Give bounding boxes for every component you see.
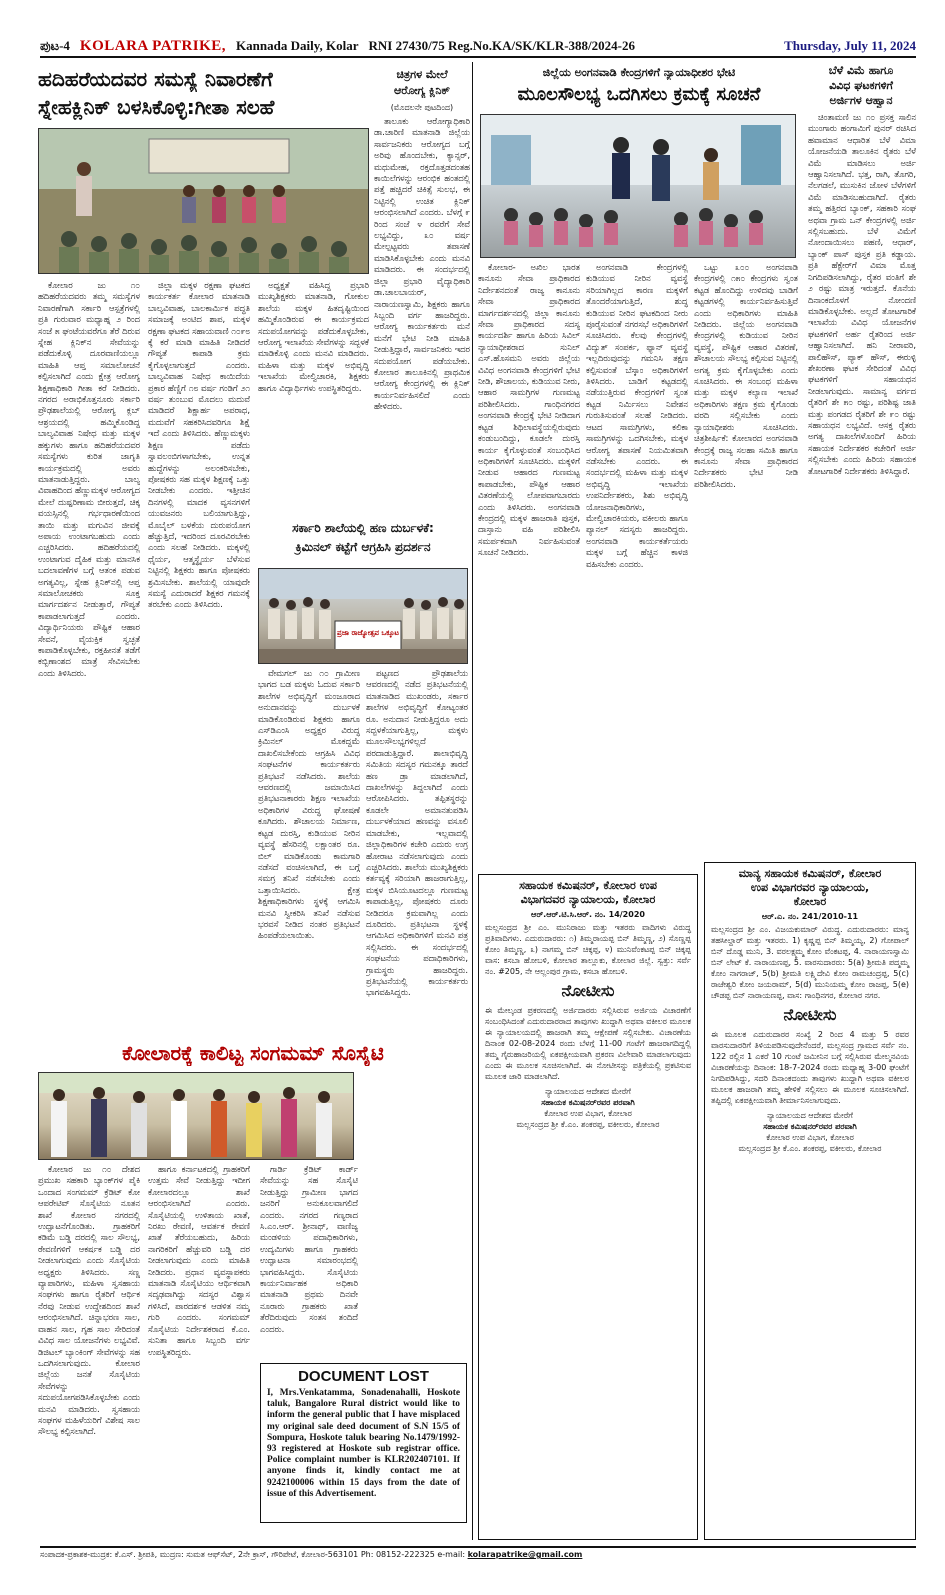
- court-notice-2-signature-1: ನ್ಯಾಯಾಲಯದ ಆದೇಶದ ಮೇರೆಗೆ: [767, 1111, 853, 1120]
- story6-photo: [38, 1072, 354, 1160]
- story6-column-2: [148, 1164, 250, 1542]
- page-number: ಪುಟ-4: [40, 38, 70, 53]
- court-notice-1-title-1: ಸಹಾಯಕ ಕಮಿಷನರ್, ಕೋಲಾರ ಉಪ: [519, 879, 657, 892]
- story6-column-1-text: ಕೋಲಾರ ಜು ೧೦ ದೇಶದ ಪ್ರಮುಖ ಸಹಕಾರಿ ಬ್ಯಾಂಕ್‌ಗಳ ಪೈಕಿ ಒಂದಾದ ಸಂಗಮಮ್ ಕ್ರೆಡಿಟ್ ಕೋ ಆಪರೇಟಿವ್ ಸೊಸೈಟಿಯ ನೂತನ ಶಾಖೆ ಕೋಲಾರ ನಗರದಲ್ಲಿ ಉದ್ಘಾಟನೆಗೊಂಡಿತು. ಗ್ರಾಹಕರಿಗೆ ಕಡಿಮೆ ಬಡ್ಡಿ ದರದಲ್ಲಿ ಸಾಲ ಸೌಲಭ್ಯ, ಠೇವಣಿಗಳಿಗೆ ಆಕರ್ಷಕ ಬಡ್ಡಿ ದರ ನೀಡಲಾಗುವುದು ಎಂದು ಸೊಸೈಟಿಯ ಅಧ್ಯಕ್ಷರು ತಿಳಿಸಿದರು. ಸಣ್ಣ ವ್ಯಾಪಾರಿಗಳು, ಮಹಿಳಾ ಸ್ವಸಹಾಯ ಸಂಘಗಳು ಹಾಗೂ ರೈತರಿಗೆ ಆರ್ಥಿಕ ನೆರವು ನೀಡುವ ಉದ್ದೇಶದಿಂದ ಶಾಖೆ ಆರಂಭಿಸಲಾಗಿದೆ. ಚಿನ್ನಾಭರಣ ಸಾಲ, ವಾಹನ ಸಾಲ, ಗೃಹ ಸಾಲ ಸೇರಿದಂತೆ ವಿವಿಧ ಸಾಲ ಯೋಜನೆಗಳು ಲಭ್ಯವಿವೆ. ಡಿಜಿಟಲ್ ಬ್ಯಾಂಕಿಂಗ್ ಸೇವೆಗಳನ್ನು ಸಹ ಒದಗಿಸಲಾಗುವುದು. ಕೋಲಾರ ಜಿಲ್ಲೆಯ ಜನತೆ ಸೊಸೈಟಿಯ ಸೇವೆಗಳನ್ನು ಸದುಪಯೋಗಪಡಿಸಿಕೊಳ್ಳಬೇಕು ಎಂದು ಮನವಿ ಮಾಡಿದರು. ಸ್ವಸಹಾಯ ಸಂಘಗಳ ಮಹಿಳೆಯರಿಗೆ ವಿಶೇಷ ಸಾಲ ಸೌಲಭ್ಯ ಕಲ್ಪಿಸಲಾಗಿದೆ.: [38, 1164, 140, 1437]
- story1-column-1: [38, 280, 140, 1040]
- footer: [40, 1546, 916, 1562]
- court-notice-1-notice-heading: ನೋಟೀಸು: [561, 981, 615, 1000]
- story6-column-3-text: ಗಾರ್ಡಿ ಕ್ರೆಡಿಟ್ ಕಾರ್ಡ್ ಸೇವೆಯನ್ನು ಸಹ ಸೊಸೈಟಿ ನೀಡುತ್ತಿದ್ದು ಗ್ರಾಮೀಣ ಭಾಗದ ಜನರಿಗೆ ಅನುಕೂಲವಾಗಲಿದೆ ಎಂದರು. ನಗರದ ಗಣ್ಯರಾದ ಸಿ.ಎಂ.ಆರ್. ಶ್ರೀನಾಥ್, ವಾಣಿಜ್ಯ ಮಂಡಳಿಯ ಪದಾಧಿಕಾರಿಗಳು, ಉದ್ಯಮಿಗಳು ಹಾಗೂ ಗ್ರಾಹಕರು ಉದ್ಘಾಟನಾ ಸಮಾರಂಭದಲ್ಲಿ ಭಾಗವಹಿಸಿದ್ದರು. ಸೊಸೈಟಿಯ ಕಾರ್ಯನಿರ್ವಾಹಕ ಅಧಿಕಾರಿ ಮಾತನಾಡಿ ಪ್ರಥಮ ದಿನವೇ ನೂರಾರು ಗ್ರಾಹಕರು ಖಾತೆ ತೆರೆದಿರುವುದು ಸಂತಸ ತಂದಿದೆ ಎಂದರು.: [260, 1164, 358, 1334]
- court-notice-2-notice-heading: ನೋಟೀಸು: [783, 1005, 837, 1024]
- story1-column-3: [258, 280, 369, 516]
- court-notice-2-signature-4: ಮಲ್ಲಸಂದ್ರದ ಶ್ರೀ ಕೆ.ಎಂ. ಶಂಕರಪ್ಪ, ವಕೀಲರು, ಕೋಲಾರ: [738, 1144, 882, 1153]
- story2-column-2: [366, 668, 468, 1040]
- story4-column-3: [694, 262, 798, 856]
- court-notice-2-title-3: ಕೋಲಾರ: [793, 895, 827, 908]
- registration-number: RNI 27430/75 Reg.No.KA/SK/KLR-388/2024-26: [368, 38, 635, 53]
- story1-column-2: [148, 280, 250, 1040]
- story3-byline: [374, 102, 470, 114]
- story2-photo-illustration: [259, 569, 468, 664]
- court-notice-2-body: ಈ ಮೂಲಕ ಎದುರುದಾರರ ಸಂಖ್ಯೆ 2 ರಿಂದ 4 ಮತ್ತು 5 ರವರ ವಾರಸುದಾರರಿಗೆ ತಿಳಿಯಪಡಿಸುವುದೇನೆಂದರೆ, ಮಲ್ಲಸಂದ್ರ ಗ್ರಾಮದ ಸರ್ವೆ ನಂ. 122 ರಲ್ಲಿನ 1 ಎಕರೆ 10 ಗುಂಟೆ ಜಮೀನಿನ ಬಗ್ಗೆ ಸಲ್ಲಿಸಿರುವ ಮೇಲ್ಮನವಿಯ ವಿಚಾರಣೆಯನ್ನು ದಿನಾಂಕ: 18-7-2024 ರಂದು ಮಧ್ಯಾಹ್ನ 3-00 ಘಂಟೆಗೆ ನಿಗದಿಪಡಿಸಿದ್ದು, ಸದರಿ ದಿನಾಂಕದಂದು ತಾವುಗಳು ಖುದ್ದಾಗಿ ಅಥವಾ ವಕೀಲರ ಮೂಲಕ ಹಾಜರಾಗಿ ತಮ್ಮ ಹೇಳಿಕೆ ಸಲ್ಲಿಸಲು ಈ ಮೂಲಕ ಸೂಚಿಸಲಾಗಿದೆ. ತಪ್ಪಿದಲ್ಲಿ ಏಕಪಕ್ಷೀಯವಾಗಿ ತೀರ್ಮಾನಿಸಲಾಗುವುದು.: [711, 1030, 909, 1105]
- story2-column-1-text: ವೇಮಗಲ್ ಜು ೧೦ ಗ್ರಾಮೀಣ ಭಾಗದ ಬಡ ಮಕ್ಕಳು ಓದುವ ಸರ್ಕಾರಿ ಶಾಲೆಗಳ ಅಭಿವೃದ್ಧಿಗೆ ಮಂಜೂರಾದ ಅನುದಾನವನ್ನು ದುರ್ಬಳಕೆ ಮಾಡಿಕೊಂಡಿರುವ ಶಿಕ್ಷಕರು ಹಾಗೂ ಎಸ್‌ಡಿಎಂಸಿ ಅಧ್ಯಕ್ಷರ ವಿರುದ್ಧ ಕ್ರಿಮಿನಲ್ ಮೊಕದ್ದಮೆ ದಾಖಲಿಸಬೇಕೆಂದು ಆಗ್ರಹಿಸಿ ವಿವಿಧ ಸಂಘಟನೆಗಳ ಕಾರ್ಯಕರ್ತರು ಪ್ರತಿಭಟನೆ ನಡೆಸಿದರು. ಶಾಲೆಯ ಆವರಣದಲ್ಲಿ ಜಮಾಯಿಸಿದ ಪ್ರತಿಭಟನಾಕಾರರು ಶಿಕ್ಷಣ ಇಲಾಖೆಯ ಅಧಿಕಾರಿಗಳ ವಿರುದ್ಧ ಘೋಷಣೆ ಕೂಗಿದರು. ಶೌಚಾಲಯ ನಿರ್ಮಾಣ, ಕಟ್ಟಡ ದುರಸ್ತಿ, ಕುಡಿಯುವ ನೀರಿನ ವ್ಯವಸ್ಥೆ ಹೆಸರಿನಲ್ಲಿ ಲಕ್ಷಾಂತರ ರೂ. ಬಿಲ್ ಮಾಡಿಕೊಂಡು ಕಾಮಗಾರಿ ನಡೆಸದೆ ವಂಚಿಸಲಾಗಿದೆ, ಈ ಬಗ್ಗೆ ಸಮಗ್ರ ತನಿಖೆ ನಡೆಸಬೇಕು ಎಂದು ಒತ್ತಾಯಿಸಿದರು. ಕ್ಷೇತ್ರ ಶಿಕ್ಷಣಾಧಿಕಾರಿಗಳು ಸ್ಥಳಕ್ಕೆ ಆಗಮಿಸಿ ಮನವಿ ಸ್ವೀಕರಿಸಿ ತನಿಖೆ ನಡೆಸುವ ಭರವಸೆ ನೀಡಿದ ನಂತರ ಪ್ರತಿಭಟನೆ ಹಿಂಪಡೆಯಲಾಯಿತು.: [258, 668, 360, 941]
- story6-column-2-text: ಹಾಗೂ ಕರ್ನಾಟಕದಲ್ಲಿ ಗ್ರಾಹಕರಿಗೆ ಉತ್ತಮ ಸೇವೆ ನೀಡುತ್ತಿದ್ದು ಇದೀಗ ಕೋಲಾರದಲ್ಲೂ ಶಾಖೆ ಆರಂಭಿಸಲಾಗಿದೆ ಎಂದರು. ಸೊಸೈಟಿಯಲ್ಲಿ ಉಳಿತಾಯ ಖಾತೆ, ನಿರಖು ಠೇವಣಿ, ಆವರ್ತಕ ಠೇವಣಿ ಖಾತೆ ತೆರೆಯಬಹುದು, ಹಿರಿಯ ನಾಗರಿಕರಿಗೆ ಹೆಚ್ಚುವರಿ ಬಡ್ಡಿ ದರ ನೀಡಲಾಗುವುದು ಎಂದು ಮಾಹಿತಿ ನೀಡಿದರು. ಪ್ರಧಾನ ವ್ಯವಸ್ಥಾಪಕರು ಮಾತನಾಡಿ ಸೊಸೈಟಿಯು ಆರ್ಥಿಕವಾಗಿ ಸದೃಢವಾಗಿದ್ದು ಸದಸ್ಯರ ವಿಶ್ವಾಸ ಗಳಿಸಿದೆ, ಪಾರದರ್ಶಕ ಆಡಳಿತ ನಮ್ಮ ಗುರಿ ಎಂದರು. ಸಂಗಮಮ್ ಸೊಸೈಟಿಯ ನಿರ್ದೇಶಕರಾದ ಕೆ.ಎಂ. ಸುನಿತಾ ಹಾಗೂ ಸಿಬ್ಬಂದಿ ವರ್ಗ ಉಪಸ್ಥಿತರಿದ್ದರು.: [148, 1164, 250, 1357]
- court-notice-1-signature-1: ನ್ಯಾಯಾಲಯದ ಆದೇಶದ ಮೇರೆಗೆ: [545, 1087, 631, 1096]
- newspaper-subtitle: Kannada Daily, Kolar: [236, 38, 359, 53]
- court-notice-2-case-number: ಆರ್.ಎ. ನಂ. 241/2010-11: [761, 912, 859, 921]
- story6-column-1: [38, 1164, 140, 1542]
- story4-headline: ಮೂಲಸೌಲಭ್ಯ ಒದಗಿಸಲು ಕ್ರಮಕ್ಕೆ ಸೂಚನೆ: [517, 84, 761, 105]
- story1-column-3-text: ಅಧ್ಯಕ್ಷತೆ ವಹಿಸಿದ್ದ ಪ್ರಭಾರಿ ಮುಖ್ಯಶಿಕ್ಷಕರು ಮಾತನಾಡಿ, ಗೋಕುಲ ಶಾಲೆಯ ಮಕ್ಕಳ ಹಿತದೃಷ್ಟಿಯಿಂದ ಹಮ್ಮಿಕೊಂಡಿರುವ ಈ ಕಾರ್ಯಕ್ರಮದ ಸದುಪಯೋಗವನ್ನು ಪಡೆದುಕೊಳ್ಳಬೇಕು, ಆರೋಗ್ಯ ಇಲಾಖೆಯ ಸೇವೆಗಳನ್ನು ಸದ್ಬಳಕೆ ಮಾಡಿಕೊಳ್ಳಿ ಎಂದು ಮನವಿ ಮಾಡಿದರು. ಮಹಿಳಾ ಮತ್ತು ಮಕ್ಕಳ ಅಭಿವೃದ್ಧಿ ಇಲಾಖೆಯ ಮೇಲ್ವಿಚಾರಕಿ, ಶಿಕ್ಷಕರು ಹಾಗೂ ವಿದ್ಯಾರ್ಥಿಗಳು ಉಪಸ್ಥಿತರಿದ್ದರು.: [258, 280, 369, 393]
- court-notice-2-title-1: ಮಾನ್ಯ ಸಹಾಯಕ ಕಮಿಷನರ್, ಕೋಲಾರ: [738, 867, 882, 880]
- story4-kicker: ಜಿಲ್ಲೆಯ ಅಂಗನವಾಡಿ ಕೇಂದ್ರಗಳಿಗೆ ನ್ಯಾಯಾಧೀಶರ ಭೇಟಿ: [542, 66, 736, 79]
- issue-date: Thursday, July 11, 2024: [784, 38, 916, 53]
- story6-column-3: [260, 1164, 358, 1360]
- story4-column-1: [478, 262, 580, 870]
- story5-headline-1: ಬೆಳೆ ವಿಮೆ ಹಾಗೂ: [828, 64, 894, 77]
- story3-headline-1: ಚಿತ್ರಗಳ ಮೇಲೆ: [396, 68, 448, 81]
- story6-photo-illustration: [39, 1073, 354, 1160]
- story3-column: [374, 116, 470, 514]
- court-notice-2: [704, 862, 916, 1540]
- story4-column-2: [586, 262, 688, 870]
- story3-byline-text: (ಮೊದಲನೇ ಪುಟದಿಂದ): [390, 103, 454, 112]
- footer-email-label: e-mail:: [437, 1550, 466, 1559]
- court-notice-1-title-2: ವಿಭಾಗದವರ ನ್ಯಾಯಾಲಯ, ಕೋಲಾರ: [520, 893, 656, 906]
- story2-headline-1: ಸರ್ಕಾರಿ ಶಾಲೆಯಲ್ಲಿ ಹಣ ದುರ್ಬಳಕೆ:: [292, 521, 434, 535]
- story3-column-text: ತಾಲೂಕು ಆರೋಗ್ಯಾಧಿಕಾರಿ ಡಾ.ಚಾರಿಣಿ ಮಾತನಾಡಿ ಜಿಲ್ಲೆಯ ಸಾರ್ವಜನಿಕರು ಆರೋಗ್ಯದ ಬಗ್ಗೆ ಅರಿವು ಹೊಂದಬೇಕು, ಕ್ಯಾನ್ಸರ್, ಮಧುಮೇಹ, ರಕ್ತದೊತ್ತಡದಂತಹ ಕಾಯಿಲೆಗಳನ್ನು ಆರಂಭಿಕ ಹಂತದಲ್ಲಿ ಪತ್ತೆ ಹಚ್ಚಿದರೆ ಚಿಕಿತ್ಸೆ ಸುಲಭ, ಈ ನಿಟ್ಟಿನಲ್ಲಿ ಉಚಿತ ಕ್ಲಿನಿಕ್ ಆರಂಭಿಸಲಾಗಿದೆ ಎಂದರು. ಬೆಳಗ್ಗೆ ೯ ರಿಂದ ಸಂಜೆ ೪ ರವರೆಗೆ ಸೇವೆ ಲಭ್ಯವಿದ್ದು, ೩೦ ವರ್ಷ ಮೇಲ್ಪಟ್ಟವರು ತಪಾಸಣೆ ಮಾಡಿಸಿಕೊಳ್ಳಬೇಕು ಎಂದು ಮನವಿ ಮಾಡಿದರು. ಈ ಸಂದರ್ಭದಲ್ಲಿ ಜಿಲ್ಲಾ ಪ್ರಭಾರಿ ವೈದ್ಯಾಧಿಕಾರಿ ಡಾ.ಚಾಲಬಾಯರ್, ನಾರಾಯಣಸ್ವಾಮಿ, ಶಿಕ್ಷಕರು ಹಾಗೂ ಸಿಬ್ಬಂದಿ ವರ್ಗ ಹಾಜರಿದ್ದರು. ಆರೋಗ್ಯ ಕಾರ್ಯಕರ್ತರು ಮನೆ ಮನೆಗೆ ಭೇಟಿ ನೀಡಿ ಮಾಹಿತಿ ನೀಡುತ್ತಿದ್ದಾರೆ, ಸಾರ್ವಜನಿಕರು ಇದರ ಸದುಪಯೋಗ ಪಡೆಯಬೇಕು. ಕೋಲಾರ ತಾಲೂಕಿನಲ್ಲಿ ಪ್ರಾಥಮಿಕ ಆರೋಗ್ಯ ಕೇಂದ್ರಗಳಲ್ಲಿ ಈ ಕ್ಲಿನಿಕ್ ಕಾರ್ಯನಿರ್ವಹಿಸಲಿದೆ ಎಂದು ಹೇಳಿದರು.: [374, 116, 470, 412]
- story2-photo: [258, 568, 468, 664]
- story4-photo: [480, 114, 796, 258]
- footer-imprint: ಸಂಪಾದಕ-ಪ್ರಕಾಶಕ-ಮುದ್ರಕ: ಕೆ.ಎಸ್. ಶ್ರೀಪತಿ, ಮುದ್ರಣ: ಸುಮತ ಆಫ್‌ಸೆಟ್, 2ನೇ ಕ್ರಾಸ್, ಗೌರಿಪೇಟೆ, ಕೋಲಾರ-563101 Ph: 08152-222325: [40, 1550, 435, 1559]
- story1-headline-1: ಹದಿಹರೆಯದವರ ಸಮಸ್ಯೆ ನಿವಾರಣೆಗೆ: [38, 67, 273, 91]
- story2-banner-text: ಪ್ರಜಾ ರಾಜ್ಯೋತ್ಸವ ಒಕ್ಕೂಟ: [337, 629, 399, 637]
- court-notice-2-signature-3: ಕೋಲಾರ ಉಪ ವಿಭಾಗ, ಕೋಲಾರ: [766, 1133, 854, 1142]
- story1-photo-illustration: [39, 129, 369, 274]
- court-notice-1-case-number: ಆರ್.ಆರ್.ಟಿ.ಸಿ.ಆರ್. ನಂ. 14/2020: [531, 910, 645, 919]
- story4-column-2-text: ಅಂಗನವಾಡಿ ಕೇಂದ್ರಗಳಲ್ಲಿ ಕುಡಿಯುವ ನೀರಿನ ವ್ಯವಸ್ಥೆ ಸರಿಯಾಗಿಲ್ಲದ ಕಾರಣ ಮಕ್ಕಳಿಗೆ ತೊಂದರೆಯಾಗುತ್ತಿದೆ, ಶುದ್ಧ ಕುಡಿಯುವ ನೀರಿನ ಘಟಕದಿಂದ ನೀರು ಪೂರೈಸುವಂತೆ ನಗರಸಭೆ ಅಧಿಕಾರಿಗಳಿಗೆ ಸೂಚಿಸಿದರು. ಕೆಲವು ಕೇಂದ್ರಗಳಲ್ಲಿ ವಿದ್ಯುತ್ ಸಂಪರ್ಕ, ಫ್ಯಾನ್ ವ್ಯವಸ್ಥೆ ಇಲ್ಲದಿರುವುದನ್ನು ಗಮನಿಸಿ ತಕ್ಷಣ ಕಲ್ಪಿಸುವಂತೆ ಬೆಸ್ಕಾಂ ಅಧಿಕಾರಿಗಳಿಗೆ ತಿಳಿಸಿದರು. ಬಾಡಿಗೆ ಕಟ್ಟಡದಲ್ಲಿ ನಡೆಯುತ್ತಿರುವ ಕೇಂದ್ರಗಳಿಗೆ ಸ್ವಂತ ಕಟ್ಟಡ ನಿರ್ಮಿಸಲು ನಿವೇಶನ ಗುರುತಿಸುವಂತೆ ಸಲಹೆ ನೀಡಿದರು. ಆಟದ ಸಾಮಗ್ರಿಗಳು, ಕಲಿಕಾ ಸಾಮಗ್ರಿಗಳನ್ನು ಒದಗಿಸಬೇಕು, ಮಕ್ಕಳ ಆರೋಗ್ಯ ತಪಾಸಣೆ ನಿಯಮಿತವಾಗಿ ನಡೆಸಬೇಕು ಎಂದರು. ಈ ಸಂದರ್ಭದಲ್ಲಿ ಮಹಿಳಾ ಮತ್ತು ಮಕ್ಕಳ ಅಭಿವೃದ್ಧಿ ಇಲಾಖೆಯ ಉಪನಿರ್ದೇಶಕರು, ಶಿಶು ಅಭಿವೃದ್ಧಿ ಯೋಜನಾಧಿಕಾರಿಗಳು, ಮೇಲ್ವಿಚಾರಕಿಯರು, ವಕೀಲರು ಹಾಗೂ ಪ್ಯಾನಲ್ ಸದಸ್ಯರು ಹಾಜರಿದ್ದರು. ಅಂಗನವಾಡಿ ಕಾರ್ಯಕರ್ತೆಯರು ಮಕ್ಕಳ ಬಗ್ಗೆ ಹೆಚ್ಚಿನ ಕಾಳಜಿ ವಹಿಸಬೇಕು ಎಂದರು.: [586, 262, 688, 569]
- story4-column-3-text: ಒಟ್ಟು ೩೦೦ ಅಂಗನವಾಡಿ ಕೇಂದ್ರಗಳಲ್ಲಿ ೧೫೦ ಕೇಂದ್ರಗಳು ಸ್ವಂತ ಕಟ್ಟಡ ಹೊಂದಿದ್ದು ಉಳಿದವು ಬಾಡಿಗೆ ಕಟ್ಟಡಗಳಲ್ಲಿ ಕಾರ್ಯನಿರ್ವಹಿಸುತ್ತಿವೆ ಎಂದು ಅಧಿಕಾರಿಗಳು ಮಾಹಿತಿ ನೀಡಿದರು. ಜಿಲ್ಲೆಯ ಅಂಗನವಾಡಿ ಕೇಂದ್ರಗಳಲ್ಲಿ ಕುಡಿಯುವ ನೀರಿನ ವ್ಯವಸ್ಥೆ, ಪೌಷ್ಟಿಕ ಆಹಾರ ವಿತರಣೆ, ಶೌಚಾಲಯ ಸೌಲಭ್ಯ ಕಲ್ಪಿಸುವ ನಿಟ್ಟಿನಲ್ಲಿ ಅಗತ್ಯ ಕ್ರಮ ಕೈಗೊಳ್ಳಬೇಕು ಎಂದು ಸೂಚಿಸಿದರು. ಈ ಸಂಬಂಧ ಮಹಿಳಾ ಮತ್ತು ಮಕ್ಕಳ ಕಲ್ಯಾಣ ಇಲಾಖೆ ಅಧಿಕಾರಿಗಳು ತಕ್ಷಣ ಕ್ರಮ ಕೈಗೊಂಡು ವರದಿ ಸಲ್ಲಿಸಬೇಕು ಎಂದು ನ್ಯಾಯಾಧೀಶರು ಸೂಚಿಸಿದರು. ಚಿತ್ರಶೀರ್ಷಿಕೆ: ಕೋಲಾರದ ಅಂಗನವಾಡಿ ಕೇಂದ್ರಕ್ಕೆ ರಾಜ್ಯ ಸಲಹಾ ಸಮಿತಿ ಹಾಗೂ ಕಾನೂನು ಸೇವಾ ಪ್ರಾಧಿಕಾರದ ನಿರ್ದೇಶಕರು ಭೇಟಿ ನೀಡಿ ಪರಿಶೀಲಿಸಿದರು.: [694, 262, 798, 489]
- story1-photo: [38, 128, 369, 274]
- court-notice-2-title-2: ಉಪ ವಿಭಾಗರವರ ನ್ಯಾಯಾಲಯ,: [750, 881, 870, 894]
- court-notice-1-parties: ಮಲ್ಲಸಂದ್ರದ ಶ್ರೀ ಎಂ. ಮುನಿರಾಜು ಮತ್ತು ಇತರರು ವಾದಿಗಳು ವಿರುದ್ಧ ಪ್ರತಿವಾದಿಗಳು. ಎದುರುದಾರರು: ೧) ತಿಮ್ಮರಾಯಪ್ಪ ಬಿನ್ ತಿಮ್ಮಣ್ಣ, ೨) ಸೊಣ್ಣಪ್ಪ ಕೋಂ ತಿಮ್ಮಣ್ಣ, ೩) ನಾಗಮ್ಮ ಬಿನ್ ಚಿಕ್ಕಪ್ಪ, ೪) ಮುನಿವೆಂಕಟಪ್ಪ ಬಿನ್ ಚಿಕ್ಕಪ್ಪ ವಾಸ: ಕಸಬಾ ಹೋಬಳಿ, ಕೋಲಾರ ತಾಲ್ಲೂಕು, ಕೋಲಾರ ಜಿಲ್ಲೆ. ಸ್ವತ್ತು: ಸರ್ವೆ ನಂ. #205, ನೇ ಆಲ್ಲಂಪುರ ಗ್ರಾಮ, ಕಸಬಾ ಹೋಬಳಿ.: [485, 923, 691, 976]
- story6-headline: ಕೋಲಾರಕ್ಕೆ ಕಾಲಿಟ್ಟ ಸಂಗಮಮ್ ಸೊಸೈಟಿ: [122, 1041, 384, 1065]
- story4-column-1-text: ಕೋಲಾರ- ಅಖಿಲ ಭಾರತ ಕಾನೂನು ಸೇವಾ ಪ್ರಾಧಿಕಾರದ ನಿರ್ದೇಶನದಂತೆ ರಾಜ್ಯ ಕಾನೂನು ಸೇವಾ ಪ್ರಾಧಿಕಾರದ ಮಾರ್ಗದರ್ಶನದಲ್ಲಿ ಜಿಲ್ಲಾ ಕಾನೂನು ಸೇವಾ ಪ್ರಾಧಿಕಾರದ ಸದಸ್ಯ ಕಾರ್ಯದರ್ಶಿ ಹಾಗೂ ಹಿರಿಯ ಸಿವಿಲ್ ನ್ಯಾಯಾಧೀಶರಾದ ಸುನಿಲ್ ಎಸ್.ಹೊಸಮನಿ ಅವರು ಜಿಲ್ಲೆಯ ವಿವಿಧ ಅಂಗನವಾಡಿ ಕೇಂದ್ರಗಳಿಗೆ ಭೇಟಿ ನೀಡಿ, ಶೌಚಾಲಯ, ಕುಡಿಯುವ ನೀರು, ಆಹಾರ ಸಾಮಗ್ರಿಗಳ ಗುಣಮಟ್ಟ ಪರಿಶೀಲಿಸಿದರು. ಗಾಂಧಿನಗರದ ಅಂಗನವಾಡಿ ಕೇಂದ್ರಕ್ಕೆ ಭೇಟಿ ನೀಡಿದಾಗ ಕಟ್ಟಡ ಶಿಥಿಲಾವಸ್ಥೆಯಲ್ಲಿರುವುದು ಕಂಡುಬಂದಿದ್ದು, ಕೂಡಲೇ ದುರಸ್ತಿ ಕಾರ್ಯ ಕೈಗೊಳ್ಳುವಂತೆ ಸಂಬಂಧಿಸಿದ ಅಧಿಕಾರಿಗಳಿಗೆ ಸೂಚಿಸಿದರು. ಮಕ್ಕಳಿಗೆ ನೀಡುವ ಆಹಾರದ ಗುಣಮಟ್ಟ ಕಾಪಾಡಬೇಕು, ಪೌಷ್ಟಿಕ ಆಹಾರ ವಿತರಣೆಯಲ್ಲಿ ಲೋಪವಾಗಬಾರದು ಎಂದು ತಿಳಿಸಿದರು. ಅಂಗನವಾಡಿ ಕೇಂದ್ರದಲ್ಲಿ ಮಕ್ಕಳ ಹಾಜರಾತಿ ಪುಸ್ತಕ, ದಾಸ್ತಾನು ವಹಿ ಪರಿಶೀಲಿಸಿ ಸಮರ್ಪಕವಾಗಿ ನಿರ್ವಹಿಸುವಂತೆ ಸೂಚನೆ ನೀಡಿದರು.: [478, 262, 580, 558]
- court-notice-2-signature-2: ಸಹಾಯಕ ಕಮಿಷನರ್‌ರವರ ಪರವಾಗಿ: [763, 1122, 857, 1131]
- masthead: [40, 36, 916, 58]
- court-notice-1-body: ಈ ಮೇಲ್ಕಂಡ ಪ್ರಕರಣದಲ್ಲಿ ಅರ್ಜಿದಾರರು ಸಲ್ಲಿಸಿರುವ ಅರ್ಜಿಯ ವಿಚಾರಣೆಗೆ ಸಂಬಂಧಿಸಿದಂತೆ ಎದುರುದಾರರಾದ ತಾವುಗಳು ಖುದ್ದಾಗಿ ಅಥವಾ ವಕೀಲರ ಮೂಲಕ ಈ ನ್ಯಾಯಾಲಯದಲ್ಲಿ ಹಾಜರಾಗಿ ತಮ್ಮ ಆಕ್ಷೇಪಣೆ ಸಲ್ಲಿಸಬೇಕು. ವಿಚಾರಣೆಯ ದಿನಾಂಕ 02-08-2024 ರಂದು ಬೆಳಗ್ಗೆ 11-00 ಗಂಟೆಗೆ ಹಾಜರಾಗದಿದ್ದಲ್ಲಿ ತಮ್ಮ ಗೈರುಹಾಜರಿಯಲ್ಲಿ ಏಕಪಕ್ಷೀಯವಾಗಿ ಪ್ರಕರಣ ವಿಲೇವಾರಿ ಮಾಡಲಾಗುವುದು ಎಂದು ಈ ಮೂಲಕ ಸೂಚಿಸಲಾಗಿದೆ. ಈ ನೋಟೀಸನ್ನು ಪತ್ರಿಕೆಯಲ್ಲಿ ಪ್ರಕಟಿಸುವ ಮೂಲಕ ಜಾರಿ ಮಾಡಲಾಗಿದೆ.: [485, 1006, 691, 1081]
- story2-column-2-text: ಪಟ್ಟಣದ ಪ್ರೌಢಶಾಲೆಯ ಆವರಣದಲ್ಲಿ ನಡೆದ ಪ್ರತಿಭಟನೆಯಲ್ಲಿ ಮಾತನಾಡಿದ ಮುಖಂಡರು, ಸರ್ಕಾರ ಶಾಲೆಗಳ ಅಭಿವೃದ್ಧಿಗೆ ಕೋಟ್ಯಂತರ ರೂ. ಅನುದಾನ ನೀಡುತ್ತಿದ್ದರೂ ಅದು ಸದ್ಬಳಕೆಯಾಗುತ್ತಿಲ್ಲ, ಮಕ್ಕಳು ಮೂಲಸೌಲಭ್ಯಗಳಿಲ್ಲದೆ ಪರದಾಡುತ್ತಿದ್ದಾರೆ. ಶಾಲಾಭಿವೃದ್ಧಿ ಸಮಿತಿಯ ಸದಸ್ಯರ ಗಮನಕ್ಕೂ ತಾರದೆ ಹಣ ಡ್ರಾ ಮಾಡಲಾಗಿದೆ, ದಾಖಲೆಗಳನ್ನು ತಿದ್ದಲಾಗಿದೆ ಎಂದು ಆರೋಪಿಸಿದರು. ತಪ್ಪಿತಸ್ಥರನ್ನು ಕೂಡಲೇ ಅಮಾನತುಪಡಿಸಿ ದುರ್ಬಳಕೆಯಾದ ಹಣವನ್ನು ವಸೂಲಿ ಮಾಡಬೇಕು, ಇಲ್ಲವಾದಲ್ಲಿ ಜಿಲ್ಲಾಧಿಕಾರಿಗಳ ಕಚೇರಿ ಎದುರು ಉಗ್ರ ಹೋರಾಟ ನಡೆಸಲಾಗುವುದು ಎಂದು ಎಚ್ಚರಿಸಿದರು. ಶಾಲೆಯ ಮುಖ್ಯಶಿಕ್ಷಕರು ಕರ್ತವ್ಯಕ್ಕೆ ಸರಿಯಾಗಿ ಹಾಜರಾಗುತ್ತಿಲ್ಲ, ಮಕ್ಕಳ ಬಿಸಿಯೂಟದಲ್ಲೂ ಗುಣಮಟ್ಟ ಕಾಪಾಡುತ್ತಿಲ್ಲ, ಪೋಷಕರು ದೂರು ನೀಡಿದರೂ ಕ್ರಮವಾಗಿಲ್ಲ ಎಂದು ದೂರಿದರು. ಪ್ರತಿಭಟನಾ ಸ್ಥಳಕ್ಕೆ ಆಗಮಿಸಿದ ಅಧಿಕಾರಿಗಳಿಗೆ ಮನವಿ ಪತ್ರ ಸಲ್ಲಿಸಿದರು. ಈ ಸಂದರ್ಭದಲ್ಲಿ ಸಂಘಟನೆಯ ಪದಾಧಿಕಾರಿಗಳು, ಗ್ರಾಮಸ್ಥರು ಹಾಜರಿದ್ದರು. ಪ್ರತಿಭಟನೆಯಲ್ಲಿ ಕಾರ್ಯಕರ್ತರು ಭಾಗವಹಿಸಿದ್ದರು.: [366, 668, 468, 998]
- story3-headline-2: ಆರೋಗ್ಯ ಕ್ಲಿನಿಕ್: [393, 84, 451, 97]
- court-notice-1: [478, 874, 698, 1540]
- document-lost-title: DOCUMENT LOST: [298, 1368, 429, 1385]
- court-notice-1-signature-3: ಕೋಲಾರ ಉಪ ವಿಭಾಗ, ಕೋಲಾರ: [544, 1109, 632, 1118]
- document-lost-body: I, Mrs.Venkatamma, Sonadenahalli, Hoskote taluk, Bangalore Rural district would like to inform the general public that I have misplaced my original sale deed document of S.N 15/5 of Sompura, Hoskote taluk bearing No.1479/1992-93 registered at Hoskote sub registrar office. Police complaint number is KLR202407101. If anyone finds it, kindly contact me at 9242100006 within 15 days from the date of issue of this Advertisement.: [267, 1388, 460, 1499]
- story5-column: [808, 112, 916, 856]
- court-notice-1-signature-4: ಮಲ್ಲಸಂದ್ರದ ಶ್ರೀ ಕೆ.ಎಂ. ಶಂಕರಪ್ಪ, ವಕೀಲರು, ಕೋಲಾರ: [516, 1120, 660, 1129]
- story5-headline-2: ವಿವಿಧ ಘಟಕಗಳಿಗೆ: [829, 79, 893, 92]
- story5-headline-3: ಅರ್ಜಿಗಳ ಆಹ್ವಾನ: [829, 94, 893, 107]
- court-notice-2-parties: ಮಲ್ಲಸಂದ್ರದ ಶ್ರೀ ಎಂ. ವಿಜಯಕುಮಾರ್ ವಿರುದ್ಧ. ಎದುರುದಾರರು: ಮಾನ್ಯ ತಹಸೀಲ್ದಾರ್ ಮತ್ತು ಇತರರು. 1) ಕೃಷ್ಣಪ್ಪ ಬಿನ್ ತಿಮ್ಮಯ್ಯ, 2) ಗೋಪಾಲ್ ಬಿನ್ ದೊಡ್ಡ ಮುನಿ, 3. ವರಲಕ್ಷ್ಮಮ್ಮ ಕೋಂ ವೆಂಕಟಪ್ಪ, 4. ನಾರಾಯಣಸ್ವಾಮಿ ಬಿನ್ ಲೇಟ್ ಕೆ. ನಾರಾಯಣಪ್ಪ, 5. ವಾರಸುದಾರರು: 5(a) ಶ್ರೀಮತಿ ಪದ್ಮಮ್ಮ ಕೋಂ ನಾಗರಾಜ್, 5(b) ಶ್ರೀಮತಿ ಲಕ್ಷ್ಮಿದೇವಿ ಕೋಂ ರಾಮಚಂದ್ರಪ್ಪ, 5(c) ರಾಜೇಶ್ವರಿ ಕೋಂ ಜಯರಾಮ್, 5(d) ಮುನಿಯಮ್ಮ ಕೋಂ ರಾಜಪ್ಪ, 5(e) ಚೌಡಪ್ಪ ಬಿನ್ ನಾರಾಯಣಪ್ಪ, ವಾಸ: ಗಾಂಧಿನಗರ, ಕೋಲಾರ ನಗರ.: [711, 925, 909, 1000]
- column-divider: [472, 62, 473, 1540]
- story2-headline-2: ಕ್ರಿಮಿನಲ್ ಕಟ್ಟೆಗೆ ಆಗ್ರಹಿಸಿ ಪ್ರದರ್ಶನ: [295, 540, 431, 554]
- story2-column-1: [258, 668, 360, 1040]
- footer-email-link[interactable]: kolarapatrike@gmail.com: [467, 1550, 583, 1559]
- newspaper-brand: KOLARA PATRIKE,: [79, 37, 227, 54]
- story4-photo-illustration: [481, 115, 796, 258]
- story1-column-1-text: ಕೋಲಾರ ಜು ೧೦ ಹದಿಹರೆಯದವರು ತಮ್ಮ ಸಮಸ್ಯೆಗಳ ನಿವಾರಣೆಗಾಗಿ ಸರ್ಕಾರಿ ಆಸ್ಪತ್ರೆಗಳಲ್ಲಿ ಪ್ರತಿ ಗುರುವಾರ ಮಧ್ಯಾಹ್ನ ೨ ರಿಂದ ಸಂಜೆ ೫ ಘಂಟೆಯವರೆಗೂ ತೆರೆ ದಿರುವ ಸ್ನೇಹ ಕ್ಲಿನಿಕ್‌ನ ಸೇವೆಯನ್ನು ಪಡೆದುಕೊಳ್ಳಿ ದೂರವಾಣಿಯಲ್ಲೂ ಮಾಹಿತಿ ಆಪ್ತ ಸಮಾಲೋಚನೆ ಕಲ್ಪಿಸಲಾಗಿದೆ ಎಂದು ಕ್ಷೇತ್ರ ಆರೋಗ್ಯ ಶಿಕ್ಷಣಾಧಿಕಾರಿ ಗೀತಾ ಕರೆ ನೀಡಿದರು. ನಗರದ ಅರಾಭಿಕೊತ್ತನೂರು ಸರ್ಕಾರಿ ಪ್ರೌಢಶಾಲೆಯಲ್ಲಿ ಆರೋಗ್ಯ ಕ್ಲಬ್ ಆಶ್ರಯದಲ್ಲಿ ಹಮ್ಮಿಕೊಂಡಿದ್ದ ಬಾಲ್ಯವಿವಾಹ ನಿಷೇಧ ಮತ್ತು ಮಕ್ಕಳ ಹಕ್ಕುಗಳು ಹಾಗೂ ಹದಿಹರೆಯದವರ ಸಮಸ್ಯೆಗಳು ಕುರಿತ ಜಾಗೃತಿ ಕಾರ್ಯಕ್ರಮದಲ್ಲಿ ಅವರು ಮಾತನಾಡುತ್ತಿದ್ದರು. ಬಾಲ್ಯ ವಿವಾಹದಿಂದ ಹೆಣ್ಣುಮಕ್ಕಳ ಆರೋಗ್ಯದ ಮೇಲೆ ದುಷ್ಪರಿಣಾಮ ಬೀರುತ್ತದೆ, ಚಿಕ್ಕ ವಯಸ್ಸಿನಲ್ಲಿ ಗರ್ಭಧಾರಣೆಯಿಂದ ತಾಯಿ ಮತ್ತು ಮಗುವಿನ ಜೀವಕ್ಕೆ ಅಪಾಯ ಉಂಟಾಗಬಹುದು ಎಂದು ಎಚ್ಚರಿಸಿದರು. ಹದಿಹರೆಯದಲ್ಲಿ ಉಂಟಾಗುವ ದೈಹಿಕ ಮತ್ತು ಮಾನಸಿಕ ಬದಲಾವಣೆಗಳ ಬಗ್ಗೆ ಆತಂಕ ಪಡುವ ಅಗತ್ಯವಿಲ್ಲ, ಸ್ನೇಹ ಕ್ಲಿನಿಕ್‌ನಲ್ಲಿ ಆಪ್ತ ಸಮಾಲೋಚಕರು ಸೂಕ್ತ ಮಾರ್ಗದರ್ಶನ ನೀಡುತ್ತಾರೆ, ಗೌಪ್ಯತೆ ಕಾಪಾಡಲಾಗುತ್ತದೆ ಎಂದರು. ವಿದ್ಯಾರ್ಥಿನಿಯರು ಪೌಷ್ಟಿಕ ಆಹಾರ ಸೇವನೆ, ವೈಯಕ್ತಿಕ ಸ್ವಚ್ಛತೆ ಕಾಪಾಡಿಕೊಳ್ಳಬೇಕು, ರಕ್ತಹೀನತೆ ತಡೆಗೆ ಕಬ್ಬಿಣಾಂಶದ ಮಾತ್ರೆ ಸೇವಿಸಬೇಕು ಎಂದು ತಿಳಿಸಿದರು.: [38, 280, 140, 678]
- story5-column-text: ಚಿಂತಾಮಣಿ ಜು ೧೦ ಪ್ರಸಕ್ತ ಸಾಲಿನ ಮುಂಗಾರು ಹಂಗಾಮಿಗೆ ಪುನರ್ ರಚಿಸಿದ ಹವಾಮಾನ ಆಧಾರಿತ ಬೆಳೆ ವಿಮಾ ಯೋಜನೆಯಡಿ ತಾಲೂಕಿನ ರೈತರು ಬೆಳೆ ವಿಮೆ ಮಾಡಿಸಲು ಅರ್ಜಿ ಆಹ್ವಾನಿಸಲಾಗಿದೆ. ಭತ್ತ, ರಾಗಿ, ತೊಗರಿ, ನೆಲಗಡಲೆ, ಮುಸುಕಿನ ಜೋಳ ಬೆಳೆಗಳಿಗೆ ವಿಮೆ ಮಾಡಿಸಬಹುದಾಗಿದೆ. ರೈತರು ತಮ್ಮ ಹತ್ತಿರದ ಬ್ಯಾಂಕ್, ಸಹಕಾರಿ ಸಂಘ ಅಥವಾ ಗ್ರಾಮ ಒನ್ ಕೇಂದ್ರಗಳಲ್ಲಿ ಅರ್ಜಿ ಸಲ್ಲಿಸಬಹುದು. ಬೆಳೆ ವಿಮೆಗೆ ನೋಂದಾಯಿಸಲು ಪಹಣಿ, ಆಧಾರ್, ಬ್ಯಾಂಕ್ ಪಾಸ್ ಪುಸ್ತಕ ಪ್ರತಿ ಕಡ್ಡಾಯ. ಪ್ರತಿ ಹೆಕ್ಟೇರ್‌ಗೆ ವಿಮಾ ಮೊತ್ತ ನಿಗದಿಪಡಿಸಲಾಗಿದ್ದು, ರೈತರ ವಂತಿಗೆ ಶೇ ೨ ರಷ್ಟು ಮಾತ್ರ ಇರುತ್ತದೆ. ಕೊನೆಯ ದಿನಾಂಕದೊಳಗೆ ನೋಂದಣಿ ಮಾಡಿಕೊಳ್ಳಬೇಕು. ಅಲ್ಲದೆ ತೋಟಗಾರಿಕೆ ಇಲಾಖೆಯ ವಿವಿಧ ಯೋಜನೆಗಳ ಘಟಕಗಳಿಗೆ ಅರ್ಹ ರೈತರಿಂದ ಅರ್ಜಿ ಆಹ್ವಾನಿಸಲಾಗಿದೆ. ಹನಿ ನೀರಾವರಿ, ಪಾಲಿಹೌಸ್, ಪ್ಯಾಕ್ ಹೌಸ್, ಈರುಳ್ಳಿ ಶೇಖರಣಾ ಘಟಕ ಸೇರಿದಂತೆ ವಿವಿಧ ಘಟಕಗಳಿಗೆ ಸಹಾಯಧನ ನೀಡಲಾಗುವುದು. ಸಾಮಾನ್ಯ ವರ್ಗದ ರೈತರಿಗೆ ಶೇ ೫೦ ರಷ್ಟು, ಪರಿಶಿಷ್ಟ ಜಾತಿ ಮತ್ತು ಪಂಗಡದ ರೈತರಿಗೆ ಶೇ ೯೦ ರಷ್ಟು ಸಹಾಯಧನ ಲಭ್ಯವಿದೆ. ಆಸಕ್ತ ರೈತರು ಅಗತ್ಯ ದಾಖಲೆಗಳೊಂದಿಗೆ ಹಿರಿಯ ಸಹಾಯಕ ನಿರ್ದೇಶಕರ ಕಚೇರಿಗೆ ಅರ್ಜಿ ಸಲ್ಲಿಸಬೇಕು ಎಂದು ಹಿರಿಯ ಸಹಾಯಕ ತೋಟಗಾರಿಕೆ ನಿರ್ದೇಶಕರು ತಿಳಿಸಿದ್ದಾರೆ.: [808, 112, 916, 476]
- story1-headline-2: ಸ್ನೇಹಕ್ಲಿನಿಕ್ ಬಳಸಿಕೊಳ್ಳಿ:ಗೀತಾ ಸಲಹೆ: [38, 95, 275, 119]
- document-lost-ad: [260, 1363, 467, 1523]
- court-notice-1-signature-2: ಸಹಾಯಕ ಕಮಿಷನರ್‌ರವರ ಪರವಾಗಿ: [541, 1098, 635, 1107]
- story1-column-2-text: ಜಿಲ್ಲಾ ಮಕ್ಕಳ ರಕ್ಷಣಾ ಘಟಕದ ಕಾರ್ಯಕರ್ತ ಕೋಲಾರ ಮಾತನಾಡಿ ಬಾಲ್ಯವಿವಾಹ, ಬಾಲಕಾರ್ಮಿಕ ಪದ್ಧತಿ ಸಮಾಜಕ್ಕೆ ಅಂಟಿದ ಶಾಪ, ಮಕ್ಕಳ ರಕ್ಷಣಾ ಘಟಕದ ಸಹಾಯವಾಣಿ ೧೦೯೮ ಕ್ಕೆ ಕರೆ ಮಾಡಿ ಮಾಹಿತಿ ನೀಡಿದರೆ ಗೌಪ್ಯತೆ ಕಾಪಾಡಿ ಕ್ರಮ ಕೈಗೊಳ್ಳಲಾಗುತ್ತದೆ ಎಂದರು. ಬಾಲ್ಯವಿವಾಹ ನಿಷೇಧ ಕಾಯಿದೆಯ ಪ್ರಕಾರ ಹೆಣ್ಣಿಗೆ ೧೮ ವರ್ಷ ಗಂಡಿಗೆ ೨೧ ವರ್ಷ ತುಂಬುವ ಮೊದಲು ಮದುವೆ ಮಾಡಿದರೆ ಶಿಕ್ಷಾರ್ಹ ಅಪರಾಧ, ಮದುವೆಗೆ ಸಹಕರಿಸಿದವರಿಗೂ ಶಿಕ್ಷೆ ಇದೆ ಎಂದು ತಿಳಿಸಿದರು. ಹೆಣ್ಣುಮಕ್ಕಳು ಶಿಕ್ಷಣ ಪಡೆದು ಸ್ವಾವಲಂಬಿಗಳಾಗಬೇಕು, ಉನ್ನತ ಹುದ್ದೆಗಳನ್ನು ಅಲಂಕರಿಸಬೇಕು, ಪೋಷಕರು ಸಹ ಮಕ್ಕಳ ಶಿಕ್ಷಣಕ್ಕೆ ಒತ್ತು ನೀಡಬೇಕು ಎಂದರು. ಇತ್ತೀಚಿನ ದಿನಗಳಲ್ಲಿ ಮಾದಕ ವ್ಯಸನಗಳಿಗೆ ಯುವಜನರು ಬಲಿಯಾಗುತ್ತಿದ್ದು, ಮೊಬೈಲ್ ಬಳಕೆಯ ದುರುಪಯೋಗ ಹೆಚ್ಚುತ್ತಿದೆ, ಇದರಿಂದ ದೂರವಿರಬೇಕು ಎಂದು ಸಲಹೆ ನೀಡಿದರು. ಮಕ್ಕಳಲ್ಲಿ ಧೈರ್ಯ, ಆತ್ಮಸ್ಥೈರ್ಯ ಬೆಳೆಸುವ ನಿಟ್ಟಿನಲ್ಲಿ ಶಿಕ್ಷಕರು ಹಾಗೂ ಪೋಷಕರು ಶ್ರಮಿಸಬೇಕು. ಶಾಲೆಯಲ್ಲಿ ಯಾವುದೇ ಸಮಸ್ಯೆ ಎದುರಾದರೆ ಶಿಕ್ಷಕರ ಗಮನಕ್ಕೆ ತರಬೇಕು ಎಂದು ತಿಳಿಸಿದರು.: [148, 280, 250, 610]
